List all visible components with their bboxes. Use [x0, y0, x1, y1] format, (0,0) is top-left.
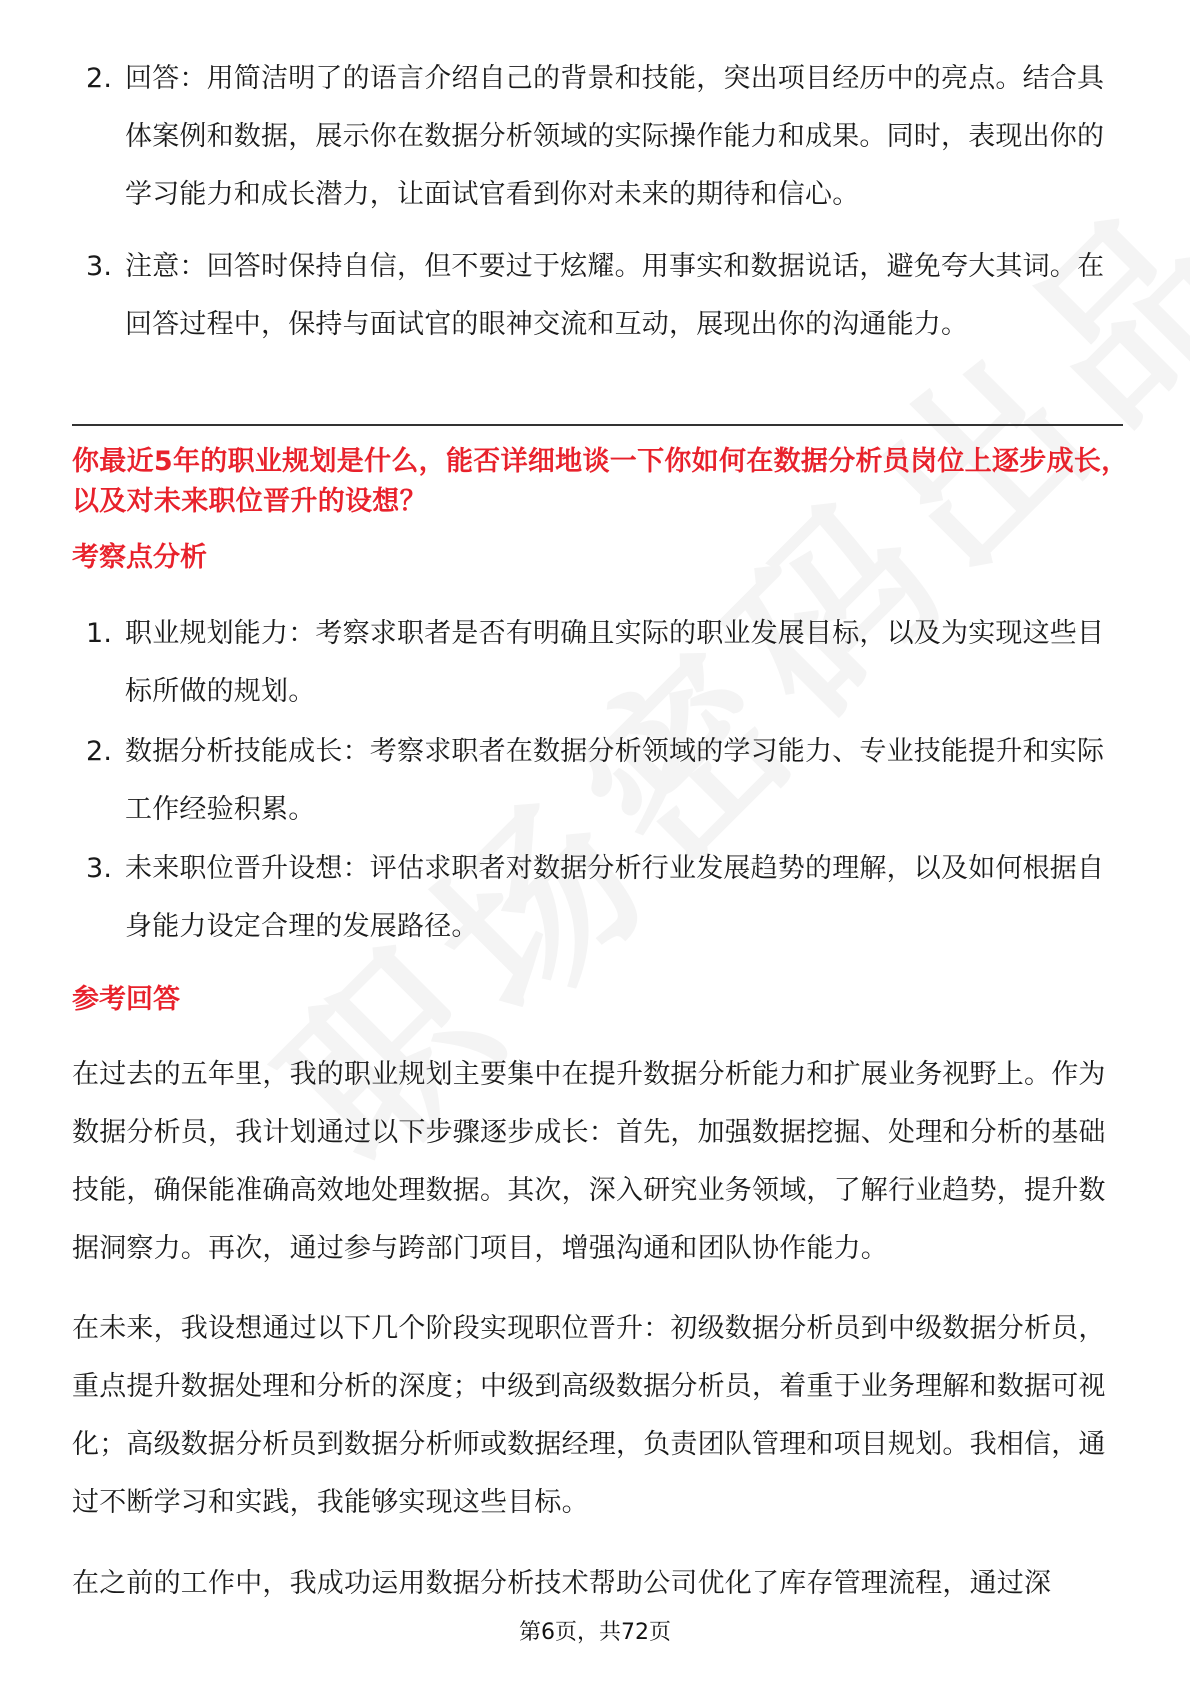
analysis-title: 考察点分析 — [72, 542, 207, 573]
list-text: 回答：用简洁明了的语言介绍自己的背景和技能，突出项目经历中的亮点。结合具体案例和数据，展示你在数据分析领域的实际操作能力和成果。同时，表现出你的学习能力和成长潜力，让面试官看到你对未来的期待和信心。 — [125, 63, 1105, 210]
list-item — [72, 840, 1122, 956]
question-heading: 你最近5年的职业规划是什么，能否详细地谈一下你如何在数据分析员岗位上逐步成长，以及对未来职位晋升的设想？ — [72, 446, 1129, 517]
section-divider — [72, 424, 1123, 426]
list-text: 数据分析技能成长：考察求职者在数据分析领域的学习能力、专业技能提升和实际工作经验积累。 — [125, 736, 1105, 825]
list-text: 未来职位晋升设想：评估求职者对数据分析行业发展趋势的理解，以及如何根据自身能力设定合理的发展路径。 — [125, 853, 1105, 942]
list-number: 2. — [86, 63, 113, 94]
page-number: 第6页，共72页 — [519, 1620, 671, 1645]
list-text: 职业规划能力：考察求职者是否有明确且实际的职业发展目标，以及为实现这些目标所做的规划。 — [125, 618, 1105, 707]
list-item — [72, 50, 1122, 224]
list-number: 3. — [86, 853, 113, 884]
list-item — [72, 238, 1122, 354]
answer-paragraph: 在未来，我设想通过以下几个阶段实现职位晋升：初级数据分析员到中级数据分析员，重点提升数据处理和分析的深度；中级到高级数据分析员，着重于业务理解和数据可视化；高级数据分析员到数据分析师或数据经理，负责团队管理和项目规划。我相信，通过不断学习和实践，我能够实现这些目标。 — [72, 1313, 1106, 1518]
list-item — [72, 605, 1122, 721]
answer-paragraph: 在之前的工作中，我成功运用数据分析技术帮助公司优化了库存管理流程，通过深 — [72, 1568, 1052, 1599]
list-number: 2. — [86, 736, 113, 767]
list-item — [72, 723, 1122, 839]
list-number: 3. — [86, 251, 113, 282]
list-number: 1. — [86, 618, 113, 649]
answer-title: 参考回答 — [72, 984, 180, 1015]
answer-paragraph: 在过去的五年里，我的职业规划主要集中在提升数据分析能力和扩展业务视野上。作为数据分析员，我计划通过以下步骤逐步成长：首先，加强数据挖掘、处理和分析的基础技能，确保能准确高效地处理数据。其次，深入研究业务领域，了解行业趋势，提升数据洞察力。再次，通过参与跨部门项目，增强沟通和团队协作能力。 — [72, 1059, 1106, 1264]
list-text: 注意：回答时保持自信，但不要过于炫耀。用事实和数据说话，避免夸大其词。在回答过程中，保持与面试官的眼神交流和互动，展现出你的沟通能力。 — [125, 251, 1105, 340]
